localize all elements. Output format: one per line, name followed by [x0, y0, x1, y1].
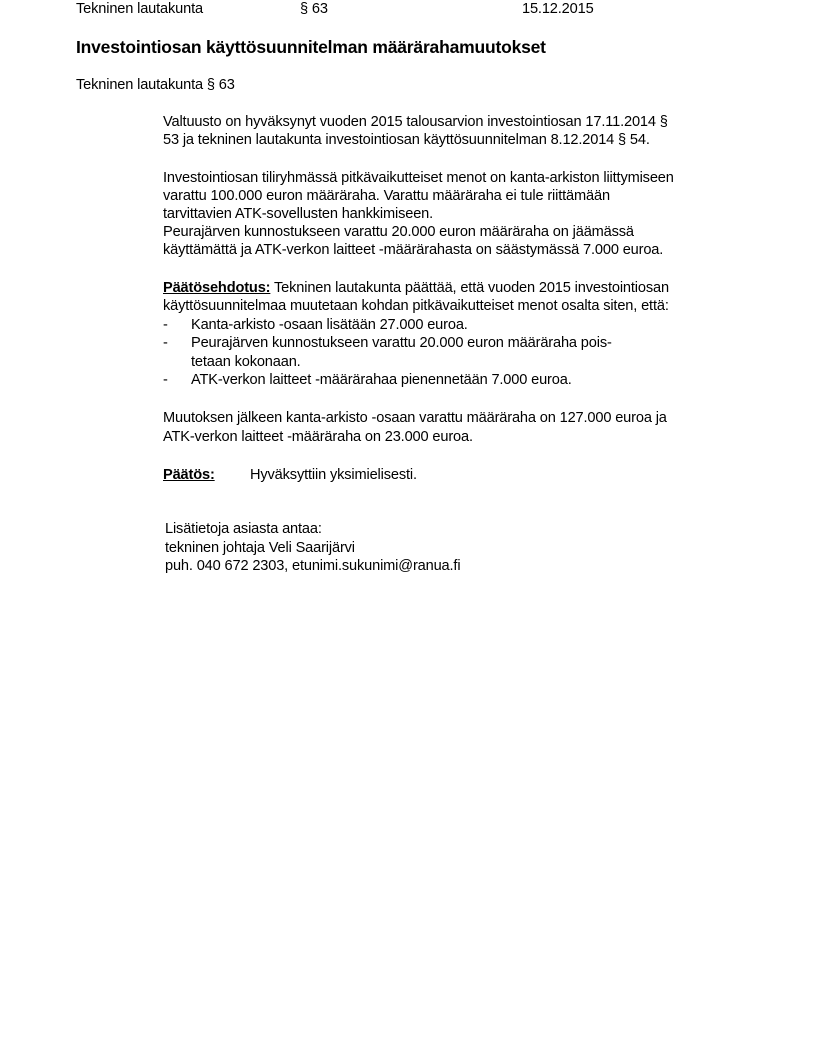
text-line [163, 279, 669, 297]
list-dash: - [163, 317, 168, 333]
list-item: Kanta-arkisto -osaan lisätään 27.000 euroa. [191, 317, 468, 333]
text-line: 53 ja tekninen lautakunta investointiosan käyttösuunnitelman 8.12.2014 § 54. [163, 132, 650, 148]
header-committee: Tekninen lautakunta [76, 1, 203, 17]
text-line: käyttösuunnitelmaa muutetaan kohdan pitkävaikutteiset menot osalta siten, että: [163, 298, 669, 314]
text-line: Lisätietoja asiasta antaa: [165, 521, 322, 537]
decision-text: Hyväksyttiin yksimielisesti. [250, 467, 417, 483]
list-dash: - [163, 372, 168, 388]
text-line: ATK-verkon laitteet -määräraha on 23.000 euroa. [163, 429, 473, 445]
list-item: Peurajärven kunnostukseen varattu 20.000 euron määräraha pois- [191, 335, 612, 351]
header-date: 15.12.2015 [522, 1, 594, 17]
document-title: Investointiosan käyttösuunnitelman määrärahamuutokset [76, 37, 546, 57]
text-line: puh. 040 672 2303, etunimi.sukunimi@ranua.fi [165, 558, 461, 574]
proposal-text: Tekninen lautakunta päättää, että vuoden 2015 investointiosan [270, 280, 669, 296]
text-line: Investointiosan tiliryhmässä pitkävaikutteiset menot on kanta-arkiston liittymiseen [163, 170, 674, 186]
list-item-continued: tetaan kokonaan. [191, 354, 301, 370]
list-dash: - [163, 335, 168, 351]
text-line: tekninen johtaja Veli Saarijärvi [165, 540, 355, 556]
text-line: Valtuusto on hyväksynyt vuoden 2015 talousarvion investointiosan 17.11.2014 § [163, 114, 668, 130]
header-section: § 63 [300, 1, 328, 17]
subheading: Tekninen lautakunta § 63 [76, 77, 235, 93]
decision-label: Päätös: [163, 467, 215, 483]
proposal-label: Päätösehdotus: [163, 280, 271, 296]
text-line: Muutoksen jälkeen kanta-arkisto -osaan varattu määräraha on 127.000 euroa ja [163, 410, 667, 426]
list-item: ATK-verkon laitteet -määrärahaa pienennetään 7.000 euroa. [191, 372, 572, 388]
text-line: käyttämättä ja ATK-verkon laitteet -määrärahasta on säästymässä 7.000 euroa. [163, 242, 664, 258]
text-line: Peurajärven kunnostukseen varattu 20.000 euron määräraha on jäämässä [163, 224, 634, 240]
text-line: tarvittavien ATK-sovellusten hankkimiseen. [163, 206, 434, 222]
text-line: varattu 100.000 euron määräraha. Varattu määräraha ei tule riittämään [163, 188, 610, 204]
